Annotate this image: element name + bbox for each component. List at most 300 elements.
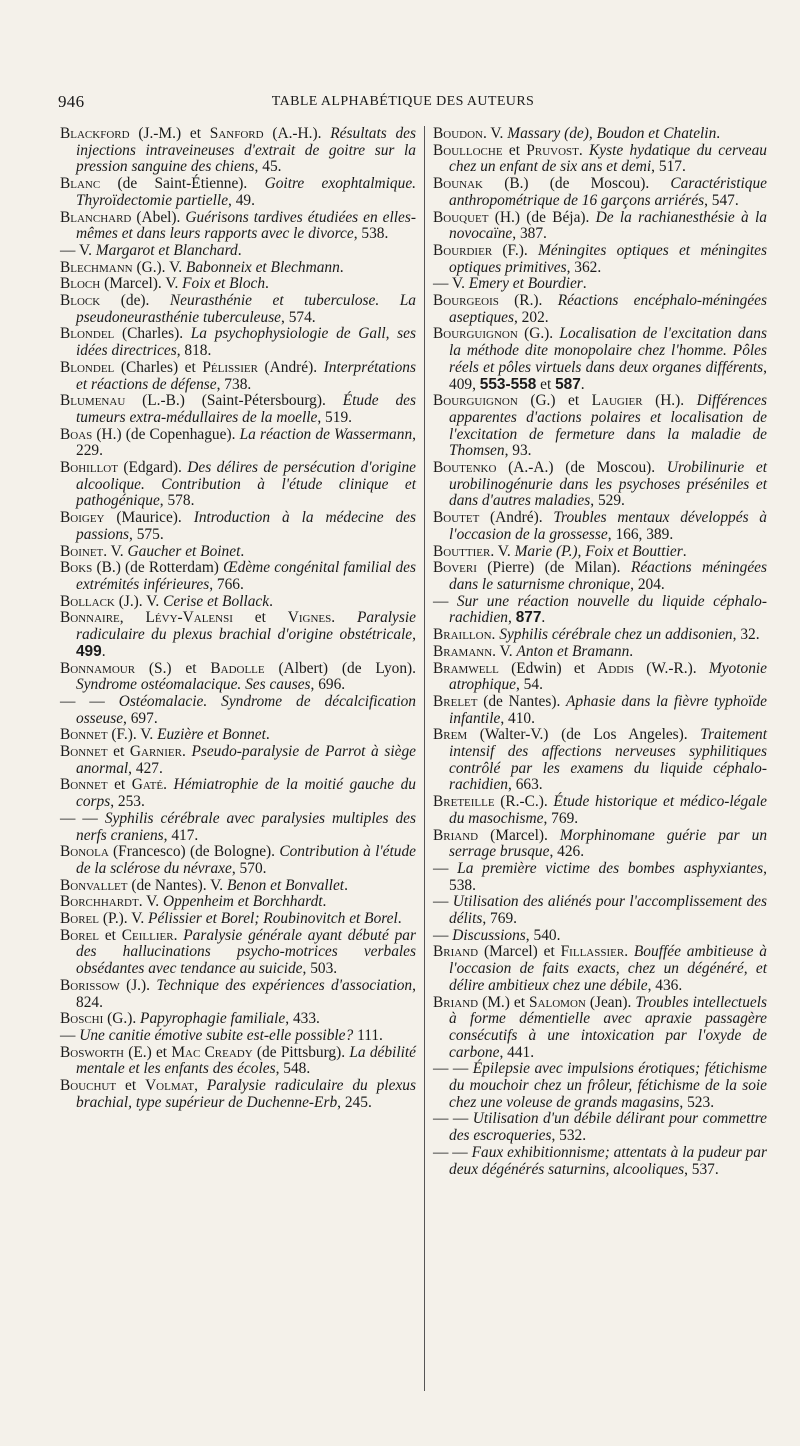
author-name: Boulloche	[433, 141, 503, 159]
work-title: Une canitie émotive subite est-elle possible?	[79, 1026, 354, 1044]
entry-text: , 540.	[525, 926, 561, 944]
entry-text: (S.) et	[135, 659, 211, 677]
work-title: Papyrophagie familiale	[140, 1010, 286, 1028]
entry-text: et	[107, 743, 130, 761]
author-name: Briand	[433, 993, 479, 1011]
author-name: Borissow	[60, 976, 120, 994]
entry-text: et	[116, 1077, 146, 1095]
entry-text: .	[344, 876, 348, 894]
index-entry	[433, 293, 767, 326]
index-entry	[433, 243, 767, 276]
entry-text: (Francesco) (de Bologne).	[108, 843, 280, 861]
index-entry	[433, 694, 767, 727]
entry-text: , 387.	[512, 225, 547, 243]
work-title: Gaucher et Boinet	[127, 542, 241, 560]
author-name: Blondel	[60, 358, 115, 376]
author-name: Bourguignon	[433, 392, 518, 410]
entry-text: , 523.	[679, 1093, 715, 1111]
index-entry	[60, 243, 416, 260]
right-column	[433, 126, 767, 1178]
entry-text: (F.). V.	[107, 726, 158, 744]
entry-text: , 824.	[76, 976, 416, 1011]
entry-text: , 537.	[684, 1160, 719, 1178]
work-title: Réactions encéphalo-méningées aseptiques	[449, 292, 767, 326]
entry-text: — —	[433, 1143, 472, 1161]
index-entry	[433, 661, 767, 694]
entry-text: (Marcel).	[478, 826, 560, 844]
entry-text: .	[624, 943, 634, 961]
entry-text: , 575.	[129, 525, 164, 543]
work-title: Foix et Bloch	[182, 275, 266, 293]
author-name: Boudon	[433, 125, 483, 142]
work-title: La première victime des bombes asphyxiantes	[457, 859, 764, 877]
entry-text: , 93.	[504, 442, 532, 460]
entry-text: , 409,	[449, 358, 767, 393]
entry-text: (André).	[257, 358, 324, 376]
work-title: Utilisation d'un débile délirant pour commettre des escroqueries	[449, 1110, 768, 1145]
work-title: Goitre exophtalmique. Thyroïdectomie partielle	[76, 175, 417, 209]
entry-text: .	[173, 926, 184, 944]
index-entry	[60, 661, 416, 694]
entry-text: , 697.	[123, 709, 158, 727]
entry-text: , 766.	[209, 575, 244, 593]
author-name: Bourdier	[433, 241, 493, 259]
index-entry	[433, 944, 767, 994]
author-name: Mac Cready	[171, 1043, 253, 1061]
entry-text: , 570.	[231, 859, 267, 877]
author-name: Borchhardt	[60, 893, 139, 911]
entry-text: , 529.	[590, 492, 625, 510]
entry-text: (André).	[479, 509, 554, 527]
index-entry	[433, 1061, 767, 1111]
index-entry	[60, 1045, 416, 1078]
author-name: Blumenau	[60, 392, 126, 410]
work-title: Étude des tumeurs extra-médullaires de la moelle	[76, 392, 417, 426]
entry-text: et	[502, 141, 527, 159]
entry-text: , 696.	[310, 676, 346, 694]
entry-text: , 441.	[499, 1043, 535, 1061]
work-title: Babonneix et Blechmann	[185, 258, 340, 276]
author-name: Bonvallet	[60, 876, 128, 894]
page-number: 946	[58, 92, 85, 111]
author-name: Vignes	[287, 609, 332, 627]
author-name: Bouchut	[60, 1077, 117, 1095]
entry-text: , 417.	[163, 826, 199, 844]
author-name: Badolle	[210, 659, 265, 677]
index-entry	[60, 811, 416, 844]
work-title: Épilepsie avec impulsions érotiques; fétichisme du mouchoir chez un frôleur, fétichisme de la soie chez une voleuse de grands magasins	[449, 1060, 767, 1111]
entry-text: , 436.	[647, 976, 683, 994]
author-name: Bouquet	[433, 208, 489, 226]
index-entry	[60, 894, 416, 911]
index-entry	[433, 928, 767, 945]
page-title: TABLE ALPHABÉTIQUE DES AUTEURS	[271, 94, 535, 109]
entry-text: .	[339, 258, 344, 276]
entry-text: .	[578, 141, 590, 159]
index-entry	[60, 510, 416, 543]
work-title: Troubles intellectuels à forme démentielle avec apraxie passagère consécutifs à une intoxication par l'oxyde de carbone	[449, 993, 767, 1061]
entry-text: . V.	[103, 542, 128, 560]
entry-text: . V.	[490, 542, 515, 560]
left-column	[60, 126, 416, 1111]
entry-text: (E.) et	[124, 1043, 172, 1061]
work-title: Bouffée ambitieuse à l'occasion de faits exacts, chez un dégénéré, et délire ambitieux chez une débile	[449, 943, 768, 994]
entry-text: (Edgard).	[117, 459, 188, 477]
work-title: La psychophysiologie de Gall, ses idées directrices	[76, 325, 416, 360]
entry-text: , 574.	[281, 308, 316, 326]
work-title: Myotonie atrophique	[449, 659, 767, 694]
index-entry	[433, 393, 767, 460]
author-name: Blackford	[60, 125, 130, 142]
work-title: Syphilis cérébrale avec paralysies multiples des nerfs craniens	[76, 809, 416, 844]
entry-text: , 547.	[704, 191, 739, 209]
entry-text: (G.). V.	[132, 258, 186, 276]
author-name: Gaté	[131, 776, 164, 794]
entry-text: (W.-R.).	[634, 659, 709, 677]
entry-text: , 362.	[566, 258, 602, 276]
author-name: Boutet	[433, 509, 480, 527]
entry-text: .	[331, 609, 357, 627]
entry-text: , 769.	[543, 809, 579, 827]
author-name: Bonnamour	[60, 659, 136, 677]
author-name: Boutenko	[433, 459, 497, 477]
author-name: Blechmann	[60, 258, 133, 276]
entry-text: et	[536, 375, 556, 393]
entry-text: ,	[412, 626, 416, 644]
entry-text: (G.).	[517, 325, 560, 343]
work-title: Guérisons tardives étudiées en elles-mêmes et dans leurs rapports avec le divorce	[76, 208, 416, 243]
entry-text: .	[237, 241, 242, 259]
entry-text: (Pierre) (de Milan).	[476, 559, 631, 577]
work-title: Faux exhibitionnisme; attentats à la pudeur par deux dégénérés saturnins, alcooliques	[449, 1143, 767, 1178]
work-title: La réaction de Wassermann	[239, 425, 413, 443]
entry-text: (Walter-V.) (de Los Angeles).	[467, 726, 701, 744]
work-title: Des délires de persécution d'origine alcoolique. Contribution à l'étude clinique et pathogénique	[76, 459, 416, 510]
author-name: Blanc	[60, 175, 101, 193]
index-entry	[60, 1078, 416, 1111]
entry-text: (de Nantes). V.	[127, 876, 227, 894]
work-title: Marie (P.), Foix et Bouttier	[514, 542, 683, 560]
author-name: Bonnet	[60, 776, 108, 794]
index-entry	[433, 861, 767, 894]
entry-text: (J.-M.) et	[129, 125, 210, 142]
work-title: Cerise et Bollack	[163, 592, 270, 610]
page-ref-bold: 499	[76, 642, 102, 660]
entry-text: — —	[60, 809, 105, 827]
entry-text: . V.	[483, 125, 508, 142]
entry-text: (A.-A.) (de Moscou).	[496, 459, 667, 477]
page-ref-bold: 587	[555, 375, 581, 393]
index-entry	[433, 460, 767, 510]
work-title: Caractéristique anthropométrique de 16 garçons arriérés	[449, 175, 767, 209]
work-title: Morphinomane guérie par un serrage brusque	[449, 826, 768, 861]
entry-text: .	[240, 542, 245, 560]
entry-text: (L.-B.) (Saint-Pétersbourg).	[125, 392, 343, 410]
page-ref-bold: 553-558	[479, 375, 537, 393]
author-name: Volmat	[145, 1077, 195, 1095]
entry-text: , 253.	[110, 793, 145, 811]
entry-text: .	[491, 626, 500, 644]
index-entry	[433, 1111, 767, 1144]
entry-text: ,	[194, 1077, 207, 1095]
index-entry	[60, 978, 416, 1011]
work-title: Résultats des injections intraveineuses d'extrait de goitre sur la pression sanguine des chiens	[76, 125, 417, 176]
entry-text: — V.	[433, 275, 469, 293]
index-entry	[433, 126, 767, 143]
author-name: Breteille	[433, 793, 495, 811]
entry-text: —	[433, 859, 458, 877]
index-entry	[433, 727, 767, 794]
entry-text: (G.) et	[517, 392, 592, 410]
entry-text: ,	[508, 609, 516, 627]
entry-text: — —	[433, 1110, 473, 1128]
work-title: Paralysie générale ayant débuté par des hallucinations psycho-motrices verbales obsédantes avec tendance au suicide	[76, 926, 416, 978]
entry-text: (M.) et	[478, 993, 530, 1011]
work-title: Margarot et Blanchard	[95, 241, 238, 259]
index-entry	[433, 894, 767, 927]
author-name: Boschi	[60, 1010, 104, 1028]
entry-text: (Charles).	[114, 325, 191, 343]
entry-text: . V.	[138, 893, 163, 911]
work-title: Œdème congénital familial des extrémités inférieures	[76, 559, 416, 593]
work-title: Neurasthénie et tuberculose. La pseudoneurasthénie tuberculeuse	[76, 292, 416, 326]
author-name: Garnier	[129, 743, 182, 761]
author-name: Bramwell	[433, 659, 499, 677]
index-entry	[433, 644, 767, 661]
index-entry	[60, 126, 416, 176]
entry-text: (de).	[100, 292, 170, 310]
work-title: Syndrome ostéomalacique. Ses causes	[76, 676, 311, 694]
entry-text: (de Pittsburg).	[252, 1043, 350, 1061]
entry-text: —	[433, 893, 453, 911]
entry-text: .	[269, 592, 273, 610]
entry-text: .	[181, 743, 192, 761]
index-entry	[60, 844, 416, 877]
entry-text: et	[232, 609, 288, 627]
entry-text: (H.).	[642, 392, 697, 410]
author-name: Borel	[60, 926, 99, 944]
entry-text: (J.). V.	[114, 592, 164, 610]
entry-text: , 427.	[128, 759, 163, 777]
entry-text: (de Nantes).	[477, 692, 567, 710]
author-name: Briand	[433, 826, 479, 844]
entry-text: , 202.	[513, 308, 549, 326]
index-entry	[433, 544, 767, 561]
entry-text: , 663.	[508, 776, 543, 794]
work-title: Sur une réaction nouvelle du liquide céphalo-rachidien	[449, 592, 767, 627]
work-title: Utilisation des aliénés pour l'accomplissement des délits	[449, 893, 767, 928]
index-entry	[60, 176, 416, 209]
work-title: Réactions méningées dans le saturnisme chronique	[449, 559, 768, 593]
entry-text: —	[60, 1026, 80, 1044]
entry-text: , 503.	[302, 960, 338, 978]
entry-text: .	[582, 275, 587, 293]
author-name: Bounak	[433, 175, 483, 193]
index-entry	[60, 460, 416, 510]
column-divider	[424, 126, 425, 1391]
entry-text: , 738.	[216, 375, 252, 393]
index-entry	[60, 393, 416, 426]
entry-text: (B.) (de Moscou).	[483, 175, 671, 193]
work-title: Benon et Bonvallet	[226, 876, 345, 894]
entry-text: , 410.	[500, 709, 535, 727]
work-title: Paralysie radiculaire du plexus brachial, type supérieur de Duchenne-Erb	[76, 1077, 416, 1111]
entry-text: (A.-H.).	[263, 125, 331, 142]
entry-text: (H.) (de Copenhague).	[92, 425, 240, 443]
work-title: Aphasie dans la fièvre typhoïde infantile	[449, 692, 767, 727]
entry-text: (Edwin) et	[498, 659, 598, 677]
entry-text: et	[107, 776, 132, 794]
index-entry	[433, 176, 767, 209]
work-title: Massary (de), Boudon et Chatelin	[507, 125, 717, 142]
entry-text: (B.) (de Rotterdam)	[92, 559, 224, 577]
index-entry	[60, 326, 416, 359]
author-name: Fillassier	[560, 943, 625, 961]
index-entry	[60, 427, 416, 460]
entry-text: (Jean).	[585, 993, 636, 1011]
entry-text: , 532.	[551, 1127, 587, 1145]
work-title: Syphilis cérébrale chez un addisonien	[499, 626, 733, 644]
work-title: Pseudo-paralysie de Parrot à siège anormal	[76, 743, 416, 777]
entry-text: (de Saint-Étienne).	[100, 175, 265, 193]
work-title: Pélissier et Borel; Roubinovitch et Borel	[148, 910, 398, 928]
entry-text: , 769.	[482, 910, 517, 928]
index-entry	[60, 293, 416, 326]
entry-text: — V.	[60, 241, 96, 259]
entry-text: — —	[60, 692, 119, 710]
entry-text: .	[163, 776, 174, 794]
author-name: Boveri	[433, 559, 477, 577]
index-entry	[60, 544, 416, 561]
index-entry	[60, 260, 416, 277]
index-entry	[60, 610, 416, 660]
index-entry	[433, 995, 767, 1062]
page-ref-bold: 877	[515, 609, 542, 627]
index-entry	[433, 276, 767, 293]
author-name: Boas	[60, 425, 93, 443]
entry-text: (Charles) et	[114, 358, 203, 376]
author-name: Bonnet	[60, 726, 108, 744]
entry-text: .	[322, 893, 327, 911]
index-entry	[433, 627, 767, 644]
index-entry	[433, 560, 767, 593]
entry-text: , 538.	[449, 859, 767, 894]
author-name: Braillon	[433, 626, 492, 644]
entry-text: ,	[119, 609, 146, 627]
work-title: Anton et Bramann	[516, 642, 630, 660]
index-entry	[433, 794, 767, 827]
entry-text: (Maurice).	[104, 509, 194, 527]
entry-text: .	[716, 125, 721, 142]
author-name: Bloch	[60, 275, 101, 293]
work-title: Localisation de l'excitation dans la méthode dite monopolaire chez l'homme. Pôles réels et pôles virtuels dans deux organes différents	[449, 325, 767, 376]
entry-text: .	[629, 642, 634, 660]
author-name: Bonnaire	[60, 609, 120, 627]
author-name: Bollack	[60, 592, 115, 610]
author-name: Bohillot	[60, 459, 118, 477]
entry-text: 111.	[353, 1026, 383, 1044]
author-name: Bosworth	[60, 1043, 124, 1061]
work-title: Traitement intensif des affections nerveuses syphilitiques contrôlé par les examens du liquide céphalo-rachidien	[449, 726, 767, 794]
index-entry	[60, 694, 416, 727]
index-entry	[60, 360, 416, 393]
index-entry	[60, 928, 416, 978]
work-title: Interprétations et réactions de défense	[76, 358, 416, 393]
entry-text: , 245.	[337, 1093, 372, 1111]
work-title: Discussions	[452, 926, 526, 944]
author-name: Bonnet	[60, 743, 108, 761]
index-entry	[60, 594, 416, 611]
entry-text: (J.).	[119, 976, 157, 994]
entry-text: (P.). V.	[99, 910, 149, 928]
entry-text: et	[99, 926, 122, 944]
entry-text: (F.).	[492, 241, 538, 259]
work-title: Différences apparentes d'actions polaires et localisation de l'excitation de fermeture dans la maladie de Thomsen	[449, 392, 767, 460]
index-entry	[60, 744, 416, 777]
entry-text: — —	[433, 1060, 473, 1078]
author-name: Boinet	[60, 542, 104, 560]
author-name: Brelet	[433, 692, 478, 710]
entry-text: .	[580, 375, 585, 393]
work-title: Oppenheim et Borchhardt	[162, 893, 323, 911]
author-name: Boks	[60, 559, 93, 577]
entry-text: .	[541, 609, 546, 627]
entry-text: , 45.	[254, 158, 282, 176]
index-entry	[60, 276, 416, 293]
entry-text: , 32.	[732, 626, 760, 644]
author-name: Bourguignon	[433, 325, 518, 343]
author-name: Borel	[60, 910, 99, 928]
entry-text: , 538.	[353, 225, 389, 243]
index-entry	[60, 560, 416, 593]
index-entry	[60, 1028, 416, 1045]
index-entry	[433, 143, 767, 176]
index-entry	[433, 828, 767, 861]
entry-text: , 519.	[317, 408, 352, 426]
author-name: Boigey	[60, 509, 105, 527]
work-title: Emery et Bourdier	[468, 275, 583, 293]
author-name: Blondel	[60, 325, 115, 343]
work-title: Troubles mentaux développés à l'occasion de la grossesse	[449, 509, 767, 543]
entry-text: (R.).	[498, 292, 558, 310]
entry-text: .	[265, 726, 270, 744]
author-name: Bonola	[60, 843, 109, 861]
author-name: Bouttier	[433, 542, 491, 560]
work-title: Kyste hydatique du cerveau chez un enfant de six ans et demi	[449, 141, 767, 176]
author-name: Ceillier	[121, 926, 174, 944]
author-name: Pélissier	[202, 358, 258, 376]
entry-text: (Abel).	[131, 208, 186, 226]
entry-text: (Albert) (de Lyon).	[264, 659, 416, 677]
entry-text: , 166, 389.	[607, 525, 674, 543]
entry-text: —	[433, 926, 453, 944]
work-title: Contribution à l'étude de la sclérose du névraxe	[76, 843, 416, 877]
work-title: Introduction à la médecine des passions	[76, 509, 416, 543]
index-entry	[433, 1145, 767, 1178]
entry-text: , 54.	[515, 676, 543, 694]
work-title: Euzière et Bonnet	[157, 726, 266, 744]
work-title: Urobilinurie et urobilinogénurie dans les psychoses préséniles et dans d'autres maladies	[449, 459, 767, 510]
work-title: Ostéomalacie. Syndrome de décalcification osseuse	[76, 692, 416, 727]
work-title: La débilité mentale et les enfants des écoles	[76, 1043, 416, 1078]
entry-text: (Marcel). V.	[100, 275, 183, 293]
work-title: Hémiatrophie de la moitié gauche du corps	[76, 776, 416, 811]
index-entry	[60, 878, 416, 895]
index-entry	[60, 911, 416, 928]
work-title: De la rachianesthésie à la novocaïne	[449, 208, 767, 243]
author-name: Sanford	[209, 125, 264, 142]
author-name: Laugier	[591, 392, 643, 410]
